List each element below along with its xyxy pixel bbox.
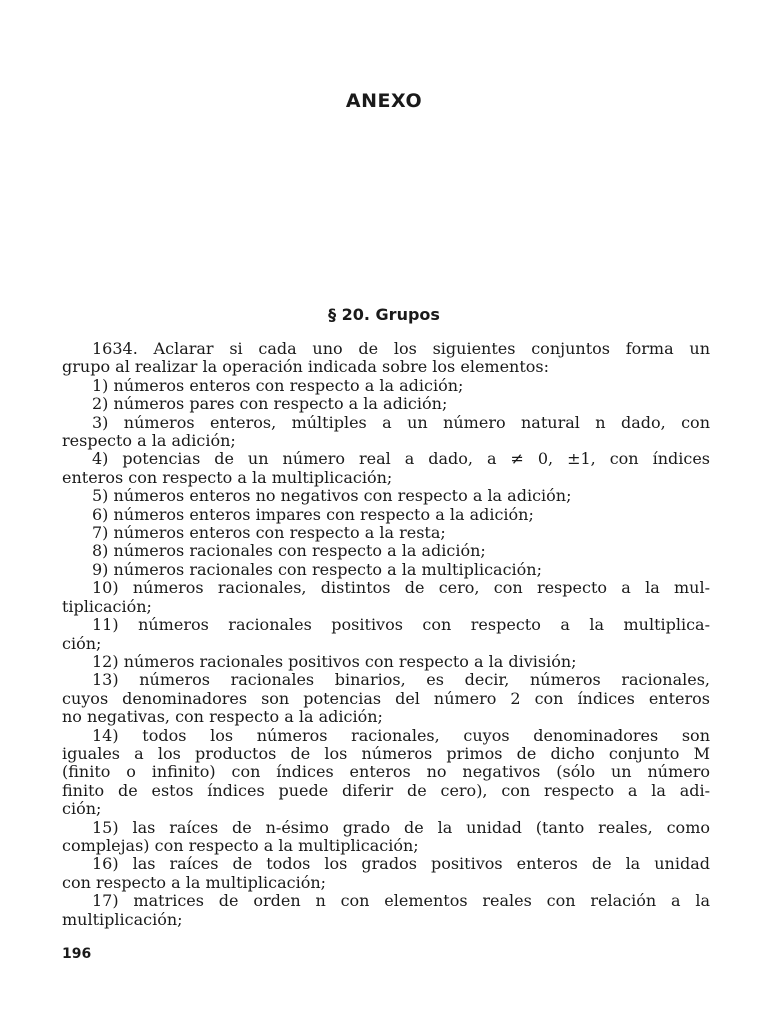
text-line: 14) todos los números racionales, cuyos denominadores son (92, 726, 710, 745)
text-line: 1) números enteros con respecto a la adición; (92, 376, 464, 395)
text-line: multiplicación; (62, 910, 183, 929)
text-line: 15) las raíces de n-ésimo grado de la unidad (tanto reales, como (92, 818, 710, 837)
text-line: con respecto a la multiplicación; (62, 873, 327, 892)
text-line: tiplicación; (62, 597, 152, 616)
text-line: ción; (62, 634, 102, 653)
text-line: 8) números racionales con respecto a la adición; (92, 542, 486, 561)
text-line: cuyos denominadores son potencias del número 2 con índices enteros (62, 689, 710, 708)
text-line: 2) números pares con respecto a la adición; (92, 395, 448, 414)
text-line: 11) números racionales positivos con respecto a la multiplica- (92, 616, 710, 635)
text-line: (finito o infinito) con índices enteros no negativos (sólo un número (62, 763, 710, 782)
annex-heading: ANEXO (345, 90, 423, 112)
section-heading: § 20. Grupos (328, 305, 440, 324)
text-line: enteros con respecto a la multiplicación; (62, 468, 393, 487)
text-line: 1634. Aclarar si cada uno de los siguientes conjuntos forma un (92, 340, 710, 358)
text-line: finito de estos índices puede diferir de cero), con respecto a la adi- (62, 781, 710, 800)
page-number: 196 (62, 946, 92, 962)
text-line: 4) potencias de un número real a dado, a ≠ 0, ±1, con índices (92, 450, 710, 469)
text-line: 10) números racionales, distintos de cero, con respecto a la mul- (92, 579, 710, 598)
text-line: 17) matrices de orden n con elementos reales con relación a la (92, 892, 710, 911)
text-line: 13) números racionales binarios, es decir, números racionales, (92, 671, 710, 690)
text-line: 16) las raíces de todos los grados positivos enteros de la unidad (92, 855, 710, 874)
text-line: complejas) con respecto a la multiplicación; (62, 836, 419, 855)
exercise-body (62, 340, 710, 929)
text-line: 6) números enteros impares con respecto a la adición; (92, 505, 534, 524)
text-line: 3) números enteros, múltiples a un número natural n dado, con (92, 413, 710, 432)
text-line: grupo al realizar la operación indicada sobre los elementos: (62, 358, 550, 377)
text-line: iguales a los productos de los números primos de dicho conjunto M (62, 744, 710, 763)
text-line: 9) números racionales con respecto a la multiplicación; (92, 560, 542, 579)
text-line: 5) números enteros no negativos con respecto a la adición; (92, 487, 572, 506)
text-line: ción; (62, 800, 102, 819)
text-line: 7) números enteros con respecto a la resta; (92, 524, 446, 543)
text-line: respecto a la adición; (62, 432, 236, 451)
text-line: no negativas, con respecto a la adición; (62, 708, 383, 727)
text-line: 12) números racionales positivos con respecto a la división; (92, 652, 577, 671)
